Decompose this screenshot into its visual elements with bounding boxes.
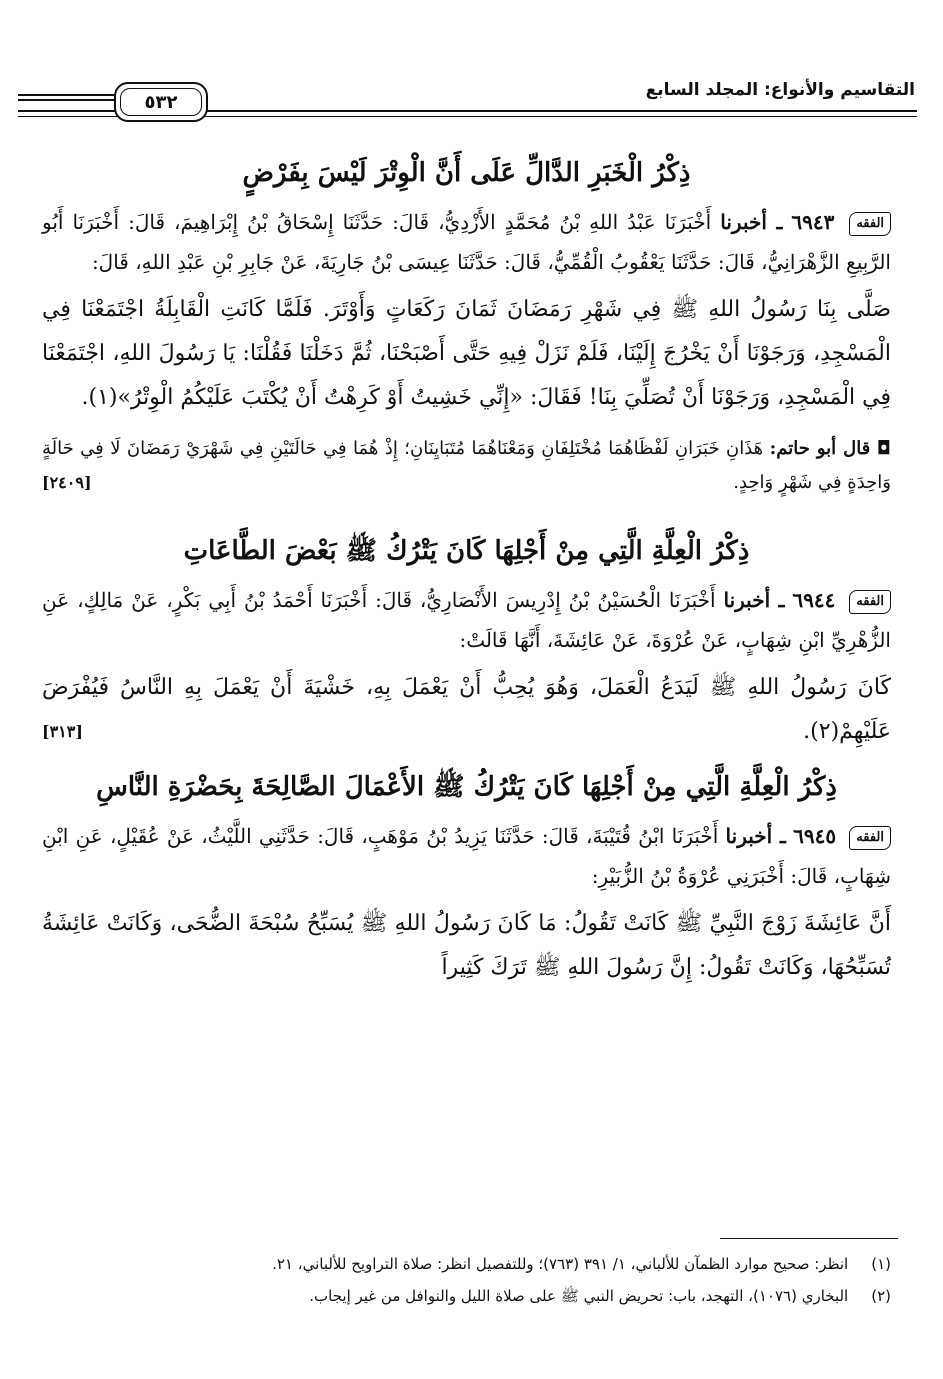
- akhbarana-label: ـ أخبرنا: [723, 588, 785, 612]
- note-label: قال أبو حاتم:: [769, 438, 871, 459]
- hadith-reference: [٢٤٠٩]: [42, 473, 92, 492]
- page-number-frame: [114, 82, 208, 122]
- hadith-number: ٦٩٤٥: [793, 824, 837, 848]
- isnad: [42, 580, 891, 660]
- isnad-text: أَخْبَرَنَا ابْنُ قُتَيْبَةَ، قَالَ: حَدَّثَنَا يَزِيدُ بْنُ مَوْهَبٍ، قَالَ: حَدَّثَنِي اللَّيْثُ، عَنْ عُقَيْلٍ، عَنِ ابْنِ شِهَابٍ، قَالَ: أَخْبَرَنِي عُرْوَةُ بْنُ الزُّبَيْرِ:: [42, 824, 891, 888]
- note-text: هَذَانِ خَبَرَانِ لَفْظَاهُمَا مُخْتَلِفَانِ وَمَعْنَاهُمَا مُتَبَايِنَانِ؛ إِذْ هُمَا فِي حَالَتَيْنِ فِي شَهْرَيْ رَمَضَانَ لَا فِي حَالَةٍ وَاحِدَةٍ فِي شَهْرٍ وَاحِدٍ.: [42, 438, 891, 493]
- hadith-text-body: كَانَ رَسُولُ اللهِ ﷺ لَيَدَعُ الْعَمَلَ، وَهُوَ يُحِبُّ أَنْ يَعْمَلَ بِهِ، خَشْيَةَ أَنْ يَعْمَلَ بِهِ النَّاسُ فَيُفْرَضَ عَلَيْهِمْ(٢).: [42, 675, 891, 744]
- hadith-section: [42, 150, 891, 518]
- isnad-text: أَخْبَرَنَا عَبْدُ اللهِ بْنُ مُحَمَّدٍ الأَزْدِيُّ، قَالَ: حَدَّثَنَا إِسْحَاقُ بْنُ إِبْرَاهِيمَ، قَالَ: أَخْبَرَنَا أَبُو الرَّبِيعِ الزَّهْرَانِيُّ، قَالَ: حَدَّثَنَا يَعْقُوبُ الْقُمِّيُّ، قَالَ: حَدَّثَنَا عِيسَى بْنُ جَارِيَةَ، عَنْ جَابِرِ بْنِ عَبْدِ اللهِ، قَالَ:: [42, 210, 891, 274]
- footnotes: [42, 1248, 891, 1312]
- hadith-number: ٦٩٤٤: [792, 588, 836, 612]
- footnote: [42, 1248, 891, 1280]
- akhbarana-label: ـ أخبرنا: [725, 824, 786, 848]
- footnote-text: انظر: صحيح موارد الظمآن للألباني، ١/ ٣٩١ (٧٦٣)؛ وللتفصيل انظر: صلاة التراويح للألباني، ٢١.: [272, 1255, 849, 1273]
- footnote-number: (٢): [871, 1287, 891, 1305]
- hadith-section: [42, 528, 891, 754]
- isnad: [42, 816, 891, 896]
- footnote: [42, 1280, 891, 1312]
- isnad: [42, 202, 891, 282]
- section-heading: ذِكْرُ الْعِلَّةِ الَّتِي مِنْ أَجْلِهَا كَانَ يَتْرُكُ ﷺ بَعْضَ الطَّاعَاتِ: [183, 536, 750, 566]
- akhbarana-label: ـ أخبرنا: [720, 210, 783, 234]
- section-heading: ذِكْرُ الْعِلَّةِ الَّتِي مِنْ أَجْلِهَا كَانَ يَتْرُكُ ﷺ الأَعْمَالَ الصَّالِحَةَ بِحَضْرَةِ النَّاسِ: [96, 772, 837, 802]
- footnote-text: البخاري (١٠٧٦)، التهجد، باب: تحريض النبي ﷺ على صلاة الليل والنوافل من غير إيجاب.: [309, 1287, 849, 1305]
- hadith-text: أَنَّ عَائِشَةَ زَوْجَ النَّبِيِّ ﷺ كَانَتْ تَقُولُ: مَا كَانَ رَسُولُ اللهِ ﷺ يُسَبِّحُ سُبْحَةَ الضُّحَى، وَكَانَتْ عَائِشَةُ تُسَبِّحُهَا، وَكَانَتْ تَقُولُ: إِنَّ رَسُولَ اللهِ ﷺ تَرَكَ كَثِيراً: [42, 911, 891, 980]
- fiqh-tag-icon: الفقه: [849, 826, 891, 850]
- running-header: [18, 70, 917, 126]
- hadith-section: [42, 764, 891, 990]
- footnote-rule: [720, 1238, 898, 1239]
- footnote-number: (١): [871, 1255, 891, 1273]
- hadith-number: ٦٩٤٣: [791, 210, 835, 234]
- fiqh-tag-icon: الفقه: [849, 590, 891, 614]
- abu-hatim-note: [42, 432, 891, 500]
- hadith-text: [42, 666, 891, 754]
- page-number: ٥٣٢: [120, 88, 202, 116]
- square-bullet-icon: ◘: [876, 438, 891, 459]
- fiqh-tag-icon: الفقه: [849, 212, 891, 236]
- hadith-text: صَلَّى بِنَا رَسُولُ اللهِ ﷺ فِي شَهْرِ رَمَضَانَ ثَمَانَ رَكَعَاتٍ وَأَوْتَرَ. فَلَمَّا كَانَتِ الْقَابِلَةُ اجْتَمَعْنَا فِي الْمَسْجِدِ، وَرَجَوْنَا أَنْ يَخْرُجَ إِلَيْنَا، فَلَمْ نَزَلْ فِيهِ حَتَّى أَصْبَحْنَا، ثُمَّ دَخَلْنَا فَقُلْنَا: يَا رَسُولَ اللهِ، اجْتَمَعْنَا فِي الْمَسْجِدِ، وَرَجَوْنَا أَنْ تُصَلِّيَ بِنَا! فَقَالَ: «إِنِّي خَشِيتُ أَوْ كَرِهْتُ أَنْ يُكْتَبَ عَلَيْكُمُ الْوِتْرُ»(١).: [42, 297, 891, 410]
- page-content: [42, 150, 891, 998]
- section-heading: ذِكْرُ الْخَبَرِ الدَّالِّ عَلَى أَنَّ الْوِتْرَ لَيْسَ بِفَرْضٍ: [242, 158, 691, 188]
- page-number-lines: [18, 94, 114, 102]
- isnad-text: أَخْبَرَنَا الْحُسَيْنُ بْنُ إِدْرِيسَ الأَنْصَارِيُّ، قَالَ: أَخْبَرَنَا أَحْمَدُ بْنُ أَبِي بَكْرٍ، عَنْ مَالِكٍ، عَنِ الزُّهْرِيِّ ابْنِ شِهَابٍ، عَنْ عُرْوَةَ، عَنْ عَائِشَةَ، أَنَّهَا قَالَتْ:: [42, 588, 891, 652]
- hadith-reference: [٣١٣]: [42, 722, 83, 741]
- volume-title: التقاسيم والأنواع: المجلد السابع: [645, 80, 915, 100]
